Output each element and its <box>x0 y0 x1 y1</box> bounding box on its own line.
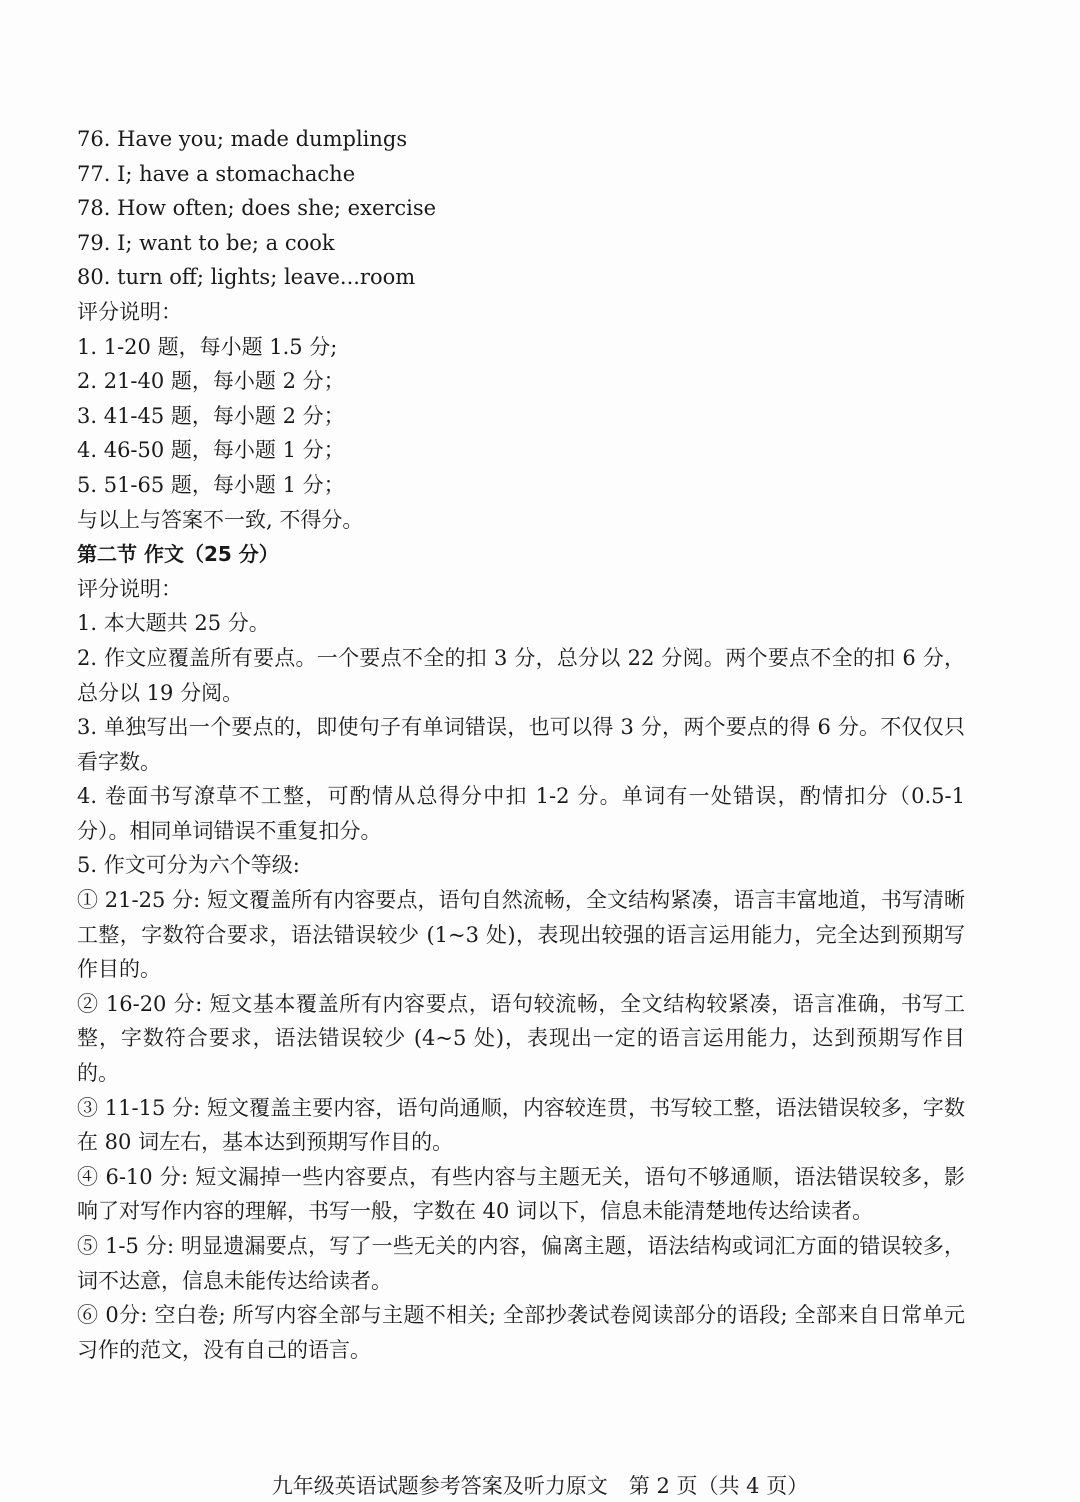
scoring-item: 3. 41-45 题，每小题 2 分； <box>77 403 345 428</box>
writing-rule: 4. 卷面书写潦草不工整，可酌情从总得分中扣 1-2 分。单词有一处错误，酌情扣分（0.5-1 分）。相同单词错误不重复扣分。 <box>77 784 965 843</box>
answer-line: 76. Have you; made dumplings <box>77 127 408 151</box>
scoring-item: 1. 1-20 题，每小题 1.5 分; <box>77 334 338 359</box>
answer-line: 78. How often; does she; exercise <box>77 196 437 221</box>
grade-level: ③ 11-15 分: 短文覆盖主要内容，语句尚通顺，内容较连贯，书写较工整，语法错误较多，字数在 80 词左右，基本达到预期写作目的。 <box>77 1095 965 1155</box>
scoring-notes-title: 评分说明： <box>77 576 182 601</box>
section-heading: 第二节 作文（25 分） <box>77 542 279 567</box>
writing-rule: 2. 作文应覆盖所有要点。一个要点不全的扣 3 分，总分以 22 分阅。两个要点不全的扣 6 分，总分以 19 分阅。 <box>77 645 965 705</box>
scoring-notes-title: 评分说明： <box>77 299 182 324</box>
page-content <box>77 122 965 1367</box>
writing-rule: 3. 单独写出一个要点的，即使句子有单词错误，也可以得 3 分，两个要点的得 6 分。不仅仅只看字数。 <box>77 715 965 774</box>
scoring-item: 5. 51-65 题，每小题 1 分； <box>77 472 345 497</box>
answer-line: 79. I; want to be; a cook <box>77 230 335 255</box>
grade-level: ② 16-20 分: 短文基本覆盖所有内容要点，语句较流畅，全文结构较紧凑，语言准确，书写工整，字数符合要求，语法错误较少 (4~5 处)，表现出一定的语言运用能力，达到预期写作目的。 <box>77 991 965 1086</box>
scoring-note: 与以上与答案不一致, 不得分。 <box>77 507 364 532</box>
scoring-item: 2. 21-40 题，每小题 2 分； <box>77 369 345 394</box>
writing-rule: 1. 本大题共 25 分。 <box>77 611 270 636</box>
answer-line: 77. I; have a stomachache <box>77 161 356 186</box>
grade-level: ⑥ 0分: 空白卷; 所写内容全部与主题不相关; 全部抄袭试卷阅读部分的语段; 全部来自日常单元习作的范文，没有自己的语言。 <box>77 1303 965 1362</box>
writing-rule: 5. 作文可分为六个等级: <box>77 853 300 878</box>
scoring-item: 4. 46-50 题，每小题 1 分； <box>77 438 345 463</box>
answer-line: 80. turn off; lights; leave...room <box>77 265 416 290</box>
page-footer: 九年级英语试题参考答案及听力原文 第 2 页（共 4 页） <box>271 1474 809 1498</box>
grade-level: ① 21-25 分: 短文覆盖所有内容要点，语句自然流畅，全文结构紧凑，语言丰富地道，书写清晰工整，字数符合要求，语法错误较少 (1~3 处)，表现出较强的语言运用能力，完全达到预期写作目的。 <box>77 888 965 982</box>
grade-level: ④ 6-10 分: 短文漏掉一些内容要点，有些内容与主题无关，语句不够通顺，语法错误较多，影响了对写作内容的理解，书写一般，字数在 40 词以下，信息未能清楚地传达给读者。 <box>77 1164 965 1224</box>
grade-level: ⑤ 1-5 分: 明显遗漏要点，写了一些无关的内容，偏离主题，语法结构或词汇方面的错误较多，词不达意，信息未能传达给读者。 <box>77 1234 965 1293</box>
